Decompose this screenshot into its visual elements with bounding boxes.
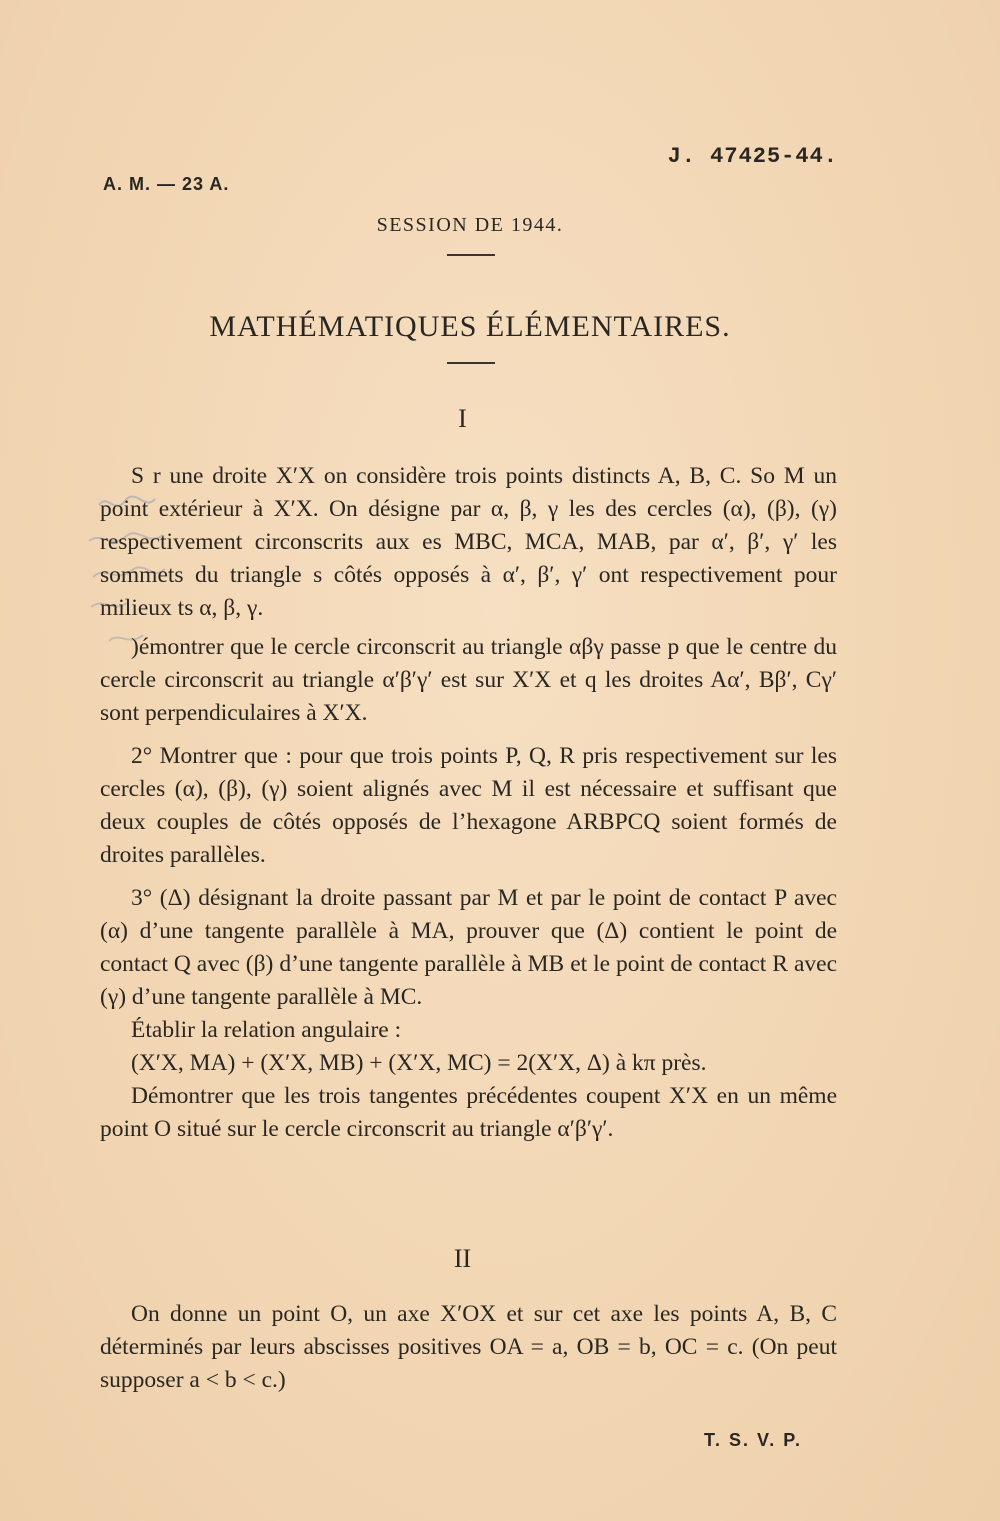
divider <box>447 362 495 364</box>
problem-text-part1 <box>100 460 837 1146</box>
problem-text-part2 <box>100 1298 837 1397</box>
document-reference: J. 47425-44. <box>667 144 838 169</box>
problem-intro: S r une droite X′X on considère trois points distincts A, B, C. So M un point extérieur à X′X. On désigne par α, β, γ les des cercles (α), (β), (γ) respectivement circonscrits aux es MBC, MCA, MAB, par α′, β′, γ′ les sommets du triangle s côtés opposés à α′, β′, γ′ ont respectivement pour milieux ts α, β, γ. <box>100 463 837 621</box>
question-1: )émontrer que le cercle circonscrit au triangle αβγ passe p que le centre du cercle circonscrit au triangle α′β′γ′ est sur X′X et q les droites Aα′, Bβ′, Cγ′ sont perpendiculaires à X′X. <box>100 634 837 726</box>
document-code: A. M. — 23 A. <box>103 174 230 194</box>
page-footer: T. S. V. P. <box>703 1430 802 1450</box>
session-heading: SESSION DE 1944. <box>376 214 564 236</box>
angular-relation: (X′X, MA) + (X′X, MB) + (X′X, MC) = 2(X′X, Δ) à kπ près. <box>131 1050 707 1076</box>
question-3: 3° (Δ) désignant la droite passant par M et par le point de contact P avec (α) d’une tangente parallèle à MA, prouver que (Δ) contient le point de contact Q avec (β) d’une tangente parallèle à MB et le point de contact R avec (γ) d’une tangente parallèle à MC. <box>100 885 837 1010</box>
page-title: MATHÉMATIQUES ÉLÉMENTAIRES. <box>209 310 731 343</box>
question-3-conclusion: Démontrer que les trois tangentes précédentes coupent X′X en un même point O situé sur le cercle circonscrit au triangle α′β′γ′. <box>100 1083 837 1142</box>
question-2: 2° Montrer que : pour que trois points P, Q, R pris respectivement sur les cercles (α), (β), (γ) soient alignés avec M il est nécessaire et suffisant que deux couples de côtés opposés de l’hexagone ARBPCQ soient formés de droites parallèles. <box>100 743 837 868</box>
divider <box>447 254 495 256</box>
part-numeral: I <box>458 404 467 433</box>
relation-intro: Établir la relation angulaire : <box>131 1017 402 1043</box>
part2-intro: On donne un point O, un axe X′OX et sur cet axe les points A, B, C déterminés par leurs abscisses positives OA = a, OB = b, OC = c. (On peut supposer a < b < c.) <box>100 1301 837 1393</box>
part-numeral: II <box>453 1244 472 1273</box>
